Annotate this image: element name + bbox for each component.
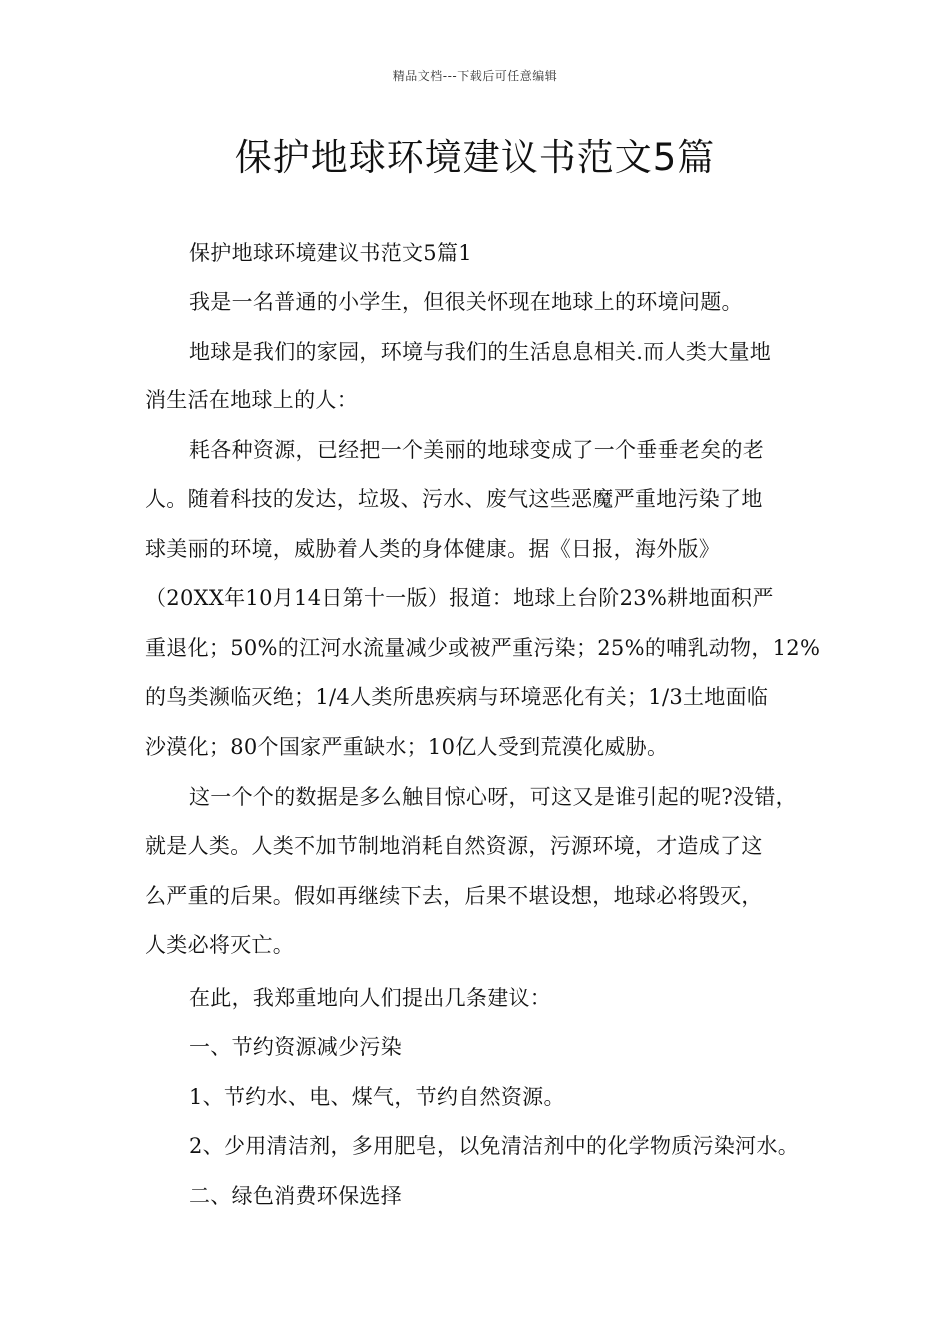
- paragraph-line: 重退化；50%的江河水流量减少或被严重污染；25%的哺乳动物，12%: [145, 636, 821, 660]
- paragraph-line: （20XX年10月14日第十一版）报道：地球上台阶23%耕地面积严: [145, 586, 774, 610]
- section-heading: 保护地球环境建议书范文5篇1: [189, 241, 472, 265]
- section-heading: 二、绿色消费环保选择: [189, 1184, 402, 1208]
- paragraph-line: 我是一名普通的小学生，但很关怀现在地球上的环境问题。: [189, 290, 743, 314]
- paragraph-line: 人。随着科技的发达，垃圾、污水、废气这些恶魔严重地污染了地: [145, 487, 763, 511]
- paragraph-line: 消生活在地球上的人：: [145, 388, 358, 412]
- paragraph-line: 就是人类。人类不加节制地消耗自然资源，污源环境，才造成了这: [145, 834, 763, 858]
- paragraph-line: 耗各种资源，已经把一个美丽的地球变成了一个垂垂老矣的老: [189, 438, 765, 462]
- paragraph-line: 地球是我们的家园，环境与我们的生活息息相关.而人类大量地: [189, 340, 772, 364]
- paragraph-line: 沙漠化；80个国家严重缺水；10亿人受到荒漠化威胁。: [145, 735, 669, 759]
- paragraph-line: 人类必将灭亡。: [145, 933, 295, 957]
- list-item: 2、少用清洁剂，多用肥皂，以免清洁剂中的化学物质污染河水。: [189, 1134, 800, 1158]
- paragraph-line: 么严重的后果。假如再继续下去，后果不堪设想，地球必将毁灭，: [145, 884, 763, 908]
- paragraph-line: 在此，我郑重地向人们提出几条建议：: [189, 986, 552, 1010]
- paragraph-line: 这一个个的数据是多么触目惊心呀，可这又是谁引起的呢?没错，: [189, 785, 797, 809]
- list-item: 1、节约水、电、煤气，节约自然资源。: [189, 1085, 565, 1109]
- header-note: 精品文档---下载后可任意编辑: [392, 69, 558, 83]
- document-title: 保护地球环境建议书范文5篇: [234, 136, 716, 179]
- paragraph-line: 的鸟类濒临灭绝；1/4人类所患疾病与环境恶化有关；1/3土地面临: [145, 685, 769, 709]
- section-heading: 一、节约资源减少污染: [189, 1035, 402, 1059]
- paragraph-line: 球美丽的环境，威胁着人类的身体健康。据《日报，海外版》: [145, 537, 721, 561]
